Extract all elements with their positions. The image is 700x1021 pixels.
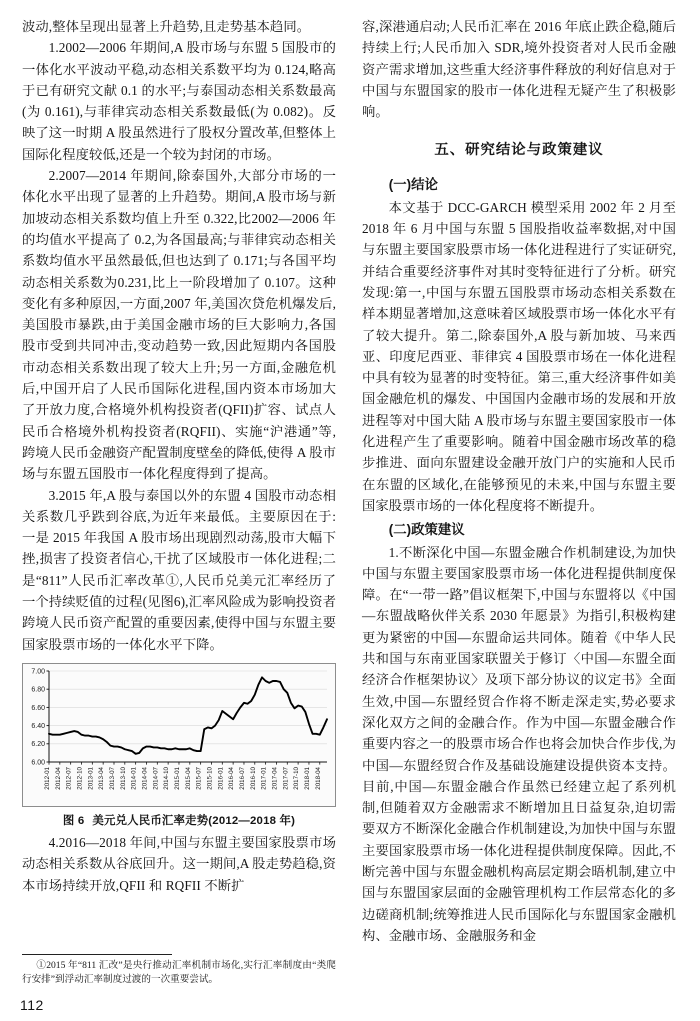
paragraph-finding-1: 1.2002—2006 年期间,A 股市场与东盟 5 国股市的一体化水平波动平稳,动态相关系数平均为 0.124,略高于已有研究文献 0.1 的水平;与泰国动态相关系数最高(为 0.161),与菲律宾动态相关系数最低(为 0.082)。反映了这一时期 A 股虽然进行了股权分置改革,但整体上国际化程度较低,还是一个较为封闭的市场。 xyxy=(22,40,336,162)
svg-text:2012-04: 2012-04 xyxy=(54,766,62,790)
svg-text:2016-04: 2016-04 xyxy=(228,766,236,790)
svg-text:2015-07: 2015-07 xyxy=(195,766,203,790)
svg-text:6.40: 6.40 xyxy=(31,722,45,730)
paragraph-finding-3: 3.2015 年,A 股与泰国以外的东盟 4 国股市动态相关系数几乎跌到谷底,为近年来最低。主要原因在于:一是 2015 年我国 A 股市场出现剧烈动荡,股市大幅下挫,损害了投资者信心,干扰了区域股市一体化进程;二是“811”人民币汇率改革①,人民币兑美元汇率经历了一个持续贬值的过程(见图6),汇率风险成为影响投资者跨境人民币资产配置的重要因素,使得中国与东盟主要国家股票市场的一体化水平下降。 xyxy=(22,487,336,652)
svg-text:2017-04: 2017-04 xyxy=(271,766,279,790)
svg-text:2012-01: 2012-01 xyxy=(44,766,51,790)
svg-text:2014-07: 2014-07 xyxy=(152,766,160,790)
svg-text:2018-04: 2018-04 xyxy=(314,766,322,790)
svg-text:2013-04: 2013-04 xyxy=(98,766,106,790)
footnote-divider xyxy=(22,954,172,955)
svg-text:2013-01: 2013-01 xyxy=(87,766,95,790)
svg-text:2016-10: 2016-10 xyxy=(249,766,257,790)
subsection-heading-policy: (二)政策建议 xyxy=(388,522,465,538)
svg-text:2012-10: 2012-10 xyxy=(76,766,84,790)
paragraph-continuation: 波动,整体呈现出显著上升趋势,且走势基本趋同。 xyxy=(22,19,311,34)
svg-text:2015-04: 2015-04 xyxy=(184,766,192,790)
svg-text:2017-07: 2017-07 xyxy=(282,766,290,790)
paragraph-policy-1: 1.不断深化中国—东盟金融合作机制建设,为加快中国与东盟主要国家股票市场一体化进程提供制度保障。在“一带一路”倡议框架下,中国与东盟将以《中国—东盟战略伙伴关系 2030 年愿景》为指引,积极构建更为紧密的中国—东盟命运共同体。随着《中华人民共和国与东南亚国家联盟关于修订〈中国—东盟全面经济合作框架协议〉及项下部分协议的议定书》全面生效,中国—东盟经贸合作将不断走深走实,势必要求深化双方之间的金融合作。作为中国—东盟金融合作重要内容之一的股票市场合作也将会加快合作步伐,为中国—东盟经贸合作及基础设施建设提供资本支持。目前,中国—东盟金融合作虽然已经建立起了系列机制,但随着双方金融需求不断增加且日益复杂,迫切需要双方不断深化金融合作机制建设,为加快中国与东盟主要国家股票市场一体化进程提供制度保障。因此,不断完善中国与东盟金融机构高层定期会晤机制,建立中国与东盟国家层面的金融管理机构工作层常态化的多边磋商机制;统筹推进人民币国际化与东盟国家金融机构、金融市场、金融服务和金 xyxy=(362,544,676,943)
subsection-heading-conclusion: (一)结论 xyxy=(388,177,438,193)
paragraph-finding-4: 4.2016—2018 年间,中国与东盟主要国家股票市场动态相关系数从谷底回升。这一期间,A 股走势趋稳,资本市场持续开放,QFII 和 RQFII 不断扩 xyxy=(22,834,336,893)
paragraph-finding-2: 2.2007—2014 年期间,除泰国外,大部分市场的一体化水平出现了显著的上升趋势。期间,A 股市场与新加坡动态相关系数均值上升至 0.322,比2002—2006 年的均值水平提高了 0.2,为各国最高;与菲律宾动态相关系数均值水平虽然最低,但也达到了 0.171;与各国平均动态相关系数为0.231,比上一阶段增加了 0.107。这种变化有多种原因,一方面,2007 年,美国次贷危机爆发后,美国股市暴跌,由于美国金融市场的巨大影响力,各国股市受到共同冲击,变动趋势一致,因此短期内各国股市动态相关系数出现了较大上升;另一方面,金融危机后,中国开启了人民币国际化进程,国内资本市场加大了开放力度,合格境外机构投资者(QFII)扩容、试点人民币合格境外机构投资者(RQFII)、实施“沪港通”等,跨境人民币金融资产配置制度壁垒的降低,使得 A 股市场与东盟五国股市一体化程度得到了提高。 xyxy=(22,168,336,482)
footnote-text: ①2015 年“811 汇改”是央行推动汇率机制市场化,实行汇率制度由“类爬行安排”到浮动汇率制度过渡的一次重要尝试。 xyxy=(22,960,336,985)
svg-text:2017-01: 2017-01 xyxy=(260,766,268,790)
svg-text:6.00: 6.00 xyxy=(31,759,45,767)
exchange-rate-line-chart xyxy=(23,664,335,806)
svg-text:2014-10: 2014-10 xyxy=(163,766,171,790)
svg-text:2016-07: 2016-07 xyxy=(238,766,246,790)
page-number: 112 xyxy=(20,997,44,1013)
paragraph-conclusion: 本文基于 DCC-GARCH 模型采用 2002 年 2 月至 2018 年 6 月中国与东盟 5 国股指收益率数据,对中国与东盟主要国家股票市场一体化进程进行了实证研究,并结合重要经济事件对其时变特征进行了分析。研究发现:第一,中国与东盟五国股票市场动态相关系数在样本期显著增加,这意味着区域股票市场一体化水平有了较大提升。第二,除泰国外,A 股与新加坡、马来西亚、印度尼西亚、菲律宾 4 国股票市场在一体化进程中具有较为显著的时变特征。第三,重大经济事件如美国金融危机的爆发、中国国内金融市场的发展和开放进程等对中国大陆 A 股市场与东盟主要国家股市一体化进程产生了重要影响。随着中国金融市场改革的稳步推进、面向东盟建设金融开放门户的实施和人民币在东盟的区域化,在能够预见的未来,中国与东盟主要国家股票市场的一体化程度将不断提升。 xyxy=(362,199,676,513)
figure-6-caption-number: 图 6 xyxy=(62,814,85,827)
svg-text:2015-01: 2015-01 xyxy=(173,766,181,790)
figure-6-caption-text: 美元兑人民币汇率走势(2012—2018 年) xyxy=(92,814,296,827)
svg-text:2018-01: 2018-01 xyxy=(303,766,311,790)
footnote-area xyxy=(22,954,336,987)
svg-text:2013-10: 2013-10 xyxy=(119,766,127,790)
svg-text:2015-10: 2015-10 xyxy=(206,766,214,790)
left-column xyxy=(22,16,336,961)
figure-6-plot-area xyxy=(22,663,336,807)
figure-6 xyxy=(22,663,336,830)
svg-text:6.20: 6.20 xyxy=(31,741,45,749)
svg-text:6.80: 6.80 xyxy=(31,686,45,694)
figure-6-caption xyxy=(22,812,336,830)
svg-text:2014-01: 2014-01 xyxy=(130,766,138,790)
svg-text:2013-07: 2013-07 xyxy=(108,766,116,790)
two-column-layout xyxy=(22,16,678,961)
svg-text:2014-04: 2014-04 xyxy=(141,766,149,790)
paragraph-continuation-right: 容,深港通启动;人民币汇率在 2016 年底止跌企稳,随后持续上行;人民币加入 SDR,境外投资者对人民币金融资产需求增加,这些重大经济事件释放的利好信息对于中国与东盟国家的股市一体化进程无疑产生了积极影响。 xyxy=(362,19,676,120)
svg-text:6.60: 6.60 xyxy=(31,704,45,712)
svg-text:2012-07: 2012-07 xyxy=(65,766,73,790)
svg-text:2017-10: 2017-10 xyxy=(293,766,301,790)
svg-text:2016-01: 2016-01 xyxy=(217,766,225,790)
right-column xyxy=(362,16,676,961)
section-heading-five: 五、研究结论与政策建议 xyxy=(434,142,604,159)
svg-text:7.00: 7.00 xyxy=(31,668,45,676)
